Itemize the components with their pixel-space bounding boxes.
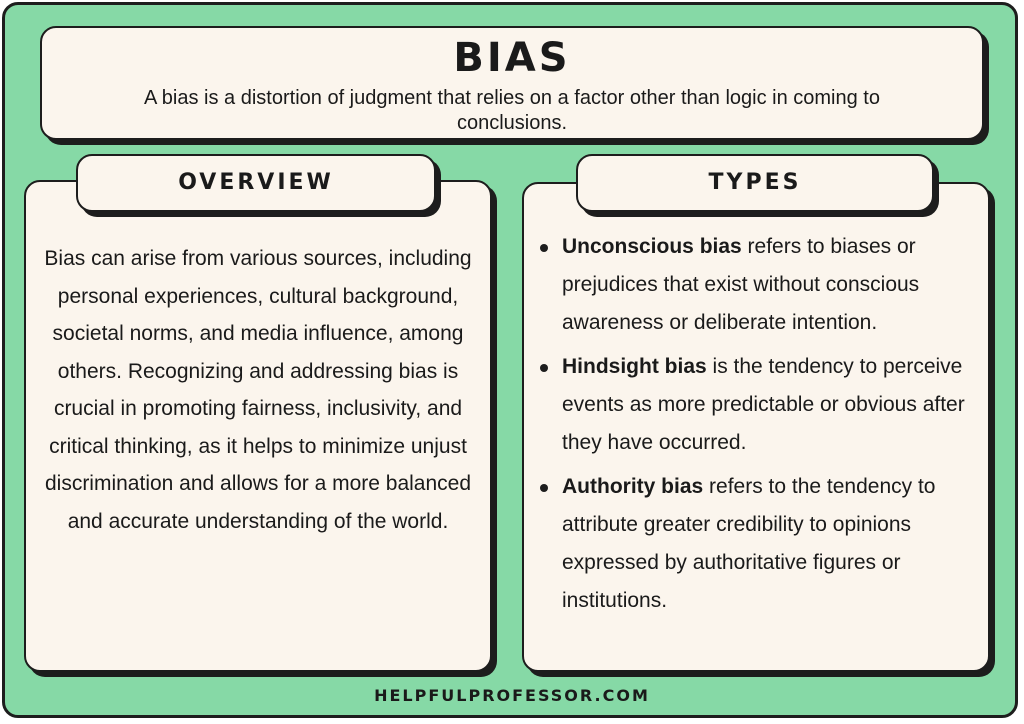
- types-heading: TYPES: [576, 154, 934, 212]
- definition-text: A bias is a distortion of judgment that relies on a factor other than logic in coming to conclusions.: [144, 87, 880, 134]
- type-description: is the tendency to perceive events as more predictable or obvious after they have occurred.: [562, 355, 965, 454]
- footer-site-link[interactable]: HELPFULPROFESSOR.COM: [374, 686, 650, 705]
- type-description: refers to biases or prejudices that exist without conscious awareness or deliberate intention.: [562, 235, 920, 334]
- page-title: BIAS: [453, 35, 571, 81]
- type-item: [538, 468, 978, 620]
- type-name: Authority bias: [562, 475, 704, 498]
- overview-heading: OVERVIEW: [76, 154, 436, 212]
- overview-panel: [24, 180, 492, 672]
- type-name: Hindsight bias: [562, 355, 707, 378]
- bullet-icon: [540, 364, 548, 372]
- bullet-icon: [540, 244, 548, 252]
- type-item: [538, 348, 978, 462]
- type-item: [538, 228, 978, 342]
- overview-body: Bias can arise from various sources, including personal experiences, cultural background, societal norms, and media influence, among others. Recognizing and addressing bias is crucial in promoting fairness, inclusivity, and critical thinking, as it helps to minimize unjust discrimination and allows for a more balanced and accurate understanding of the world.: [44, 247, 472, 533]
- types-panel: [522, 182, 990, 672]
- type-description: refers to the tendency to attribute greater credibility to opinions expressed by authoritative figures or institutions.: [562, 475, 936, 612]
- title-card: [40, 26, 984, 140]
- types-list: [538, 228, 978, 626]
- type-name: Unconscious bias: [562, 235, 742, 258]
- bullet-icon: [540, 484, 548, 492]
